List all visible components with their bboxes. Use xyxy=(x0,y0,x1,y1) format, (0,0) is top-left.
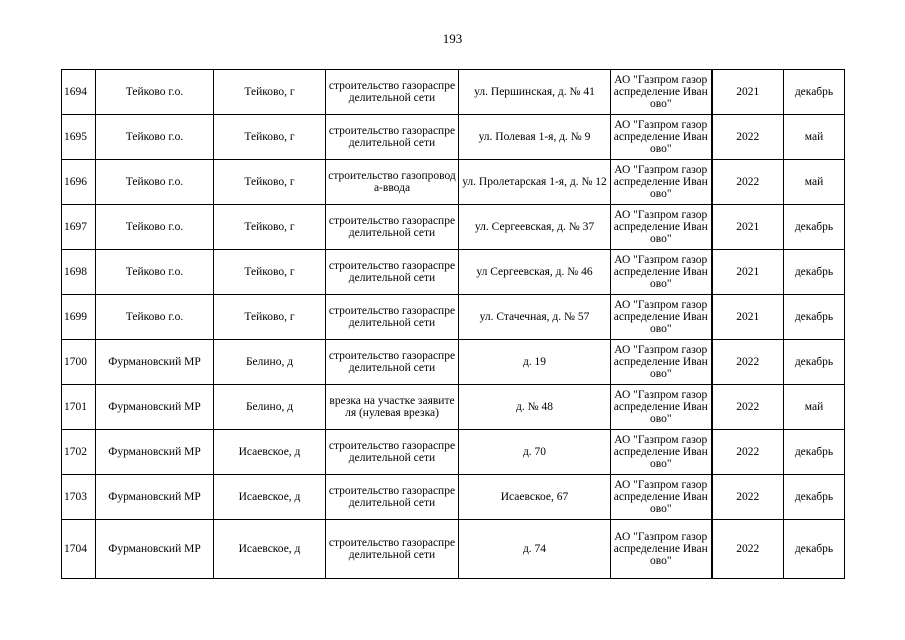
cell-address: д. 19 xyxy=(459,340,611,385)
cell-locality: Исаевское, д xyxy=(214,475,326,520)
cell-work-type: строительство газораспределительной сети xyxy=(326,340,459,385)
cell-district: Фурмановский МР xyxy=(96,385,214,430)
cell-address: ул Сергеевская, д. № 46 xyxy=(459,250,611,295)
cell-locality: Тейково, г xyxy=(214,205,326,250)
cell-district: Фурмановский МР xyxy=(96,340,214,385)
table-row xyxy=(62,205,845,250)
cell-number: 1704 xyxy=(62,520,96,579)
cell-address: ул. Стачечная, д. № 57 xyxy=(459,295,611,340)
cell-organization: АО "Газпром газораспределение Иваново" xyxy=(611,160,712,205)
cell-month: май xyxy=(784,160,845,205)
cell-address: Исаевское, 67 xyxy=(459,475,611,520)
cell-number: 1696 xyxy=(62,160,96,205)
cell-address: д. 74 xyxy=(459,520,611,579)
cell-month: декабрь xyxy=(784,340,845,385)
cell-year: 2021 xyxy=(712,205,784,250)
cell-district: Тейково г.о. xyxy=(96,160,214,205)
cell-work-type: врезка на участке заявителя (нулевая врезка) xyxy=(326,385,459,430)
table-row xyxy=(62,115,845,160)
cell-number: 1695 xyxy=(62,115,96,160)
cell-year: 2022 xyxy=(712,160,784,205)
cell-number: 1699 xyxy=(62,295,96,340)
table-row xyxy=(62,250,845,295)
cell-address: д. 70 xyxy=(459,430,611,475)
cell-work-type: строительство газораспределительной сети xyxy=(326,70,459,115)
cell-organization: АО "Газпром газораспределение Иваново" xyxy=(611,340,712,385)
cell-district: Тейково г.о. xyxy=(96,250,214,295)
cell-locality: Тейково, г xyxy=(214,115,326,160)
cell-district: Фурмановский МР xyxy=(96,520,214,579)
cell-address: д. № 48 xyxy=(459,385,611,430)
cell-month: декабрь xyxy=(784,250,845,295)
cell-number: 1701 xyxy=(62,385,96,430)
cell-district: Тейково г.о. xyxy=(96,205,214,250)
cell-month: декабрь xyxy=(784,70,845,115)
cell-locality: Исаевское, д xyxy=(214,430,326,475)
cell-locality: Белино, д xyxy=(214,340,326,385)
cell-number: 1697 xyxy=(62,205,96,250)
cell-month: декабрь xyxy=(784,520,845,579)
cell-locality: Тейково, г xyxy=(214,250,326,295)
table-body xyxy=(62,70,845,579)
cell-district: Тейково г.о. xyxy=(96,295,214,340)
cell-address: ул. Першинская, д. № 41 xyxy=(459,70,611,115)
table-row xyxy=(62,70,845,115)
cell-work-type: строительство газораспределительной сети xyxy=(326,295,459,340)
cell-number: 1702 xyxy=(62,430,96,475)
cell-district: Фурмановский МР xyxy=(96,430,214,475)
cell-number: 1698 xyxy=(62,250,96,295)
cell-number: 1694 xyxy=(62,70,96,115)
cell-organization: АО "Газпром газораспределение Иваново" xyxy=(611,250,712,295)
cell-organization: АО "Газпром газораспределение Иваново" xyxy=(611,430,712,475)
cell-work-type: строительство газораспределительной сети xyxy=(326,250,459,295)
cell-organization: АО "Газпром газораспределение Иваново" xyxy=(611,205,712,250)
table-row xyxy=(62,520,845,579)
cell-work-type: строительство газопровода-ввода xyxy=(326,160,459,205)
cell-number: 1700 xyxy=(62,340,96,385)
cell-year: 2022 xyxy=(712,340,784,385)
cell-work-type: строительство газораспределительной сети xyxy=(326,430,459,475)
table-row xyxy=(62,295,845,340)
cell-organization: АО "Газпром газораспределение Иваново" xyxy=(611,70,712,115)
cell-locality: Тейково, г xyxy=(214,70,326,115)
cell-organization: АО "Газпром газораспределение Иваново" xyxy=(611,475,712,520)
cell-work-type: строительство газораспределительной сети xyxy=(326,205,459,250)
cell-address: ул. Полевая 1-я, д. № 9 xyxy=(459,115,611,160)
cell-month: декабрь xyxy=(784,205,845,250)
cell-year: 2021 xyxy=(712,250,784,295)
cell-locality: Белино, д xyxy=(214,385,326,430)
cell-locality: Тейково, г xyxy=(214,160,326,205)
cell-address: ул. Пролетарская 1-я, д. № 12 xyxy=(459,160,611,205)
cell-locality: Тейково, г xyxy=(214,295,326,340)
cell-organization: АО "Газпром газораспределение Иваново" xyxy=(611,520,712,579)
cell-year: 2022 xyxy=(712,475,784,520)
registry-table xyxy=(61,69,845,579)
cell-month: декабрь xyxy=(784,430,845,475)
cell-work-type: строительство газораспределительной сети xyxy=(326,475,459,520)
cell-district: Тейково г.о. xyxy=(96,70,214,115)
cell-year: 2022 xyxy=(712,520,784,579)
cell-number: 1703 xyxy=(62,475,96,520)
cell-organization: АО "Газпром газораспределение Иваново" xyxy=(611,295,712,340)
page-number: 193 xyxy=(442,31,463,46)
cell-month: май xyxy=(784,115,845,160)
cell-month: декабрь xyxy=(784,295,845,340)
cell-district: Тейково г.о. xyxy=(96,115,214,160)
table-row xyxy=(62,475,845,520)
cell-year: 2021 xyxy=(712,295,784,340)
cell-year: 2021 xyxy=(712,70,784,115)
cell-month: декабрь xyxy=(784,475,845,520)
cell-work-type: строительство газораспределительной сети xyxy=(326,115,459,160)
cell-work-type: строительство газораспределительной сети xyxy=(326,520,459,579)
cell-year: 2022 xyxy=(712,430,784,475)
cell-year: 2022 xyxy=(712,385,784,430)
cell-month: май xyxy=(784,385,845,430)
table-row xyxy=(62,430,845,475)
table-row xyxy=(62,385,845,430)
cell-organization: АО "Газпром газораспределение Иваново" xyxy=(611,115,712,160)
cell-year: 2022 xyxy=(712,115,784,160)
cell-organization: АО "Газпром газораспределение Иваново" xyxy=(611,385,712,430)
cell-locality: Исаевское, д xyxy=(214,520,326,579)
table-row xyxy=(62,340,845,385)
cell-district: Фурмановский МР xyxy=(96,475,214,520)
cell-address: ул. Сергеевская, д. № 37 xyxy=(459,205,611,250)
table-row xyxy=(62,160,845,205)
